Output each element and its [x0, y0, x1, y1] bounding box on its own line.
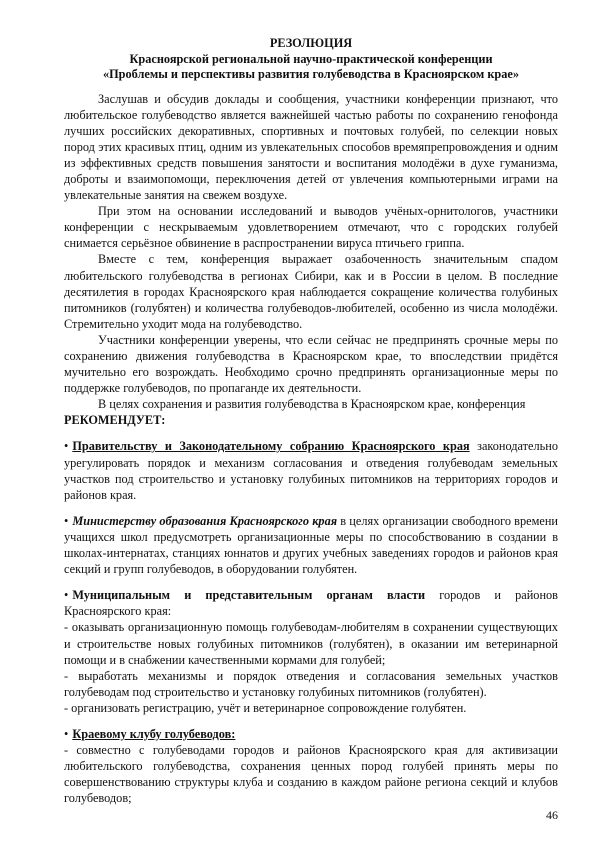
recommendation-government-text: законодательно урегулировать порядок и механизм согласования и отведения голубеводам земельных участков под строительство и установку голубиных питомников на территориях городов и районов края. — [64, 439, 558, 502]
bullet-icon: • — [64, 439, 69, 454]
recommendation-municipal-text: городов и районов Красноярского края: — [64, 588, 558, 619]
list-item-land-allocation: - выработать механизмы и порядок отведения и согласования земельных участков голубеводам под строительство и установку голубиных питомников (голубятен). — [64, 668, 558, 699]
bullet-icon: • — [64, 513, 69, 528]
bullet-icon: • — [64, 726, 69, 741]
page-number: 46 — [546, 807, 558, 822]
list-item-organizational-help: - оказывать организационную помощь голубеводам-любителям в сохранении существующих и строительстве новых голубиных питомников (голубятен), в оказании им ветеринарной помощи и в снабжении качественными кормами для голубей; — [64, 620, 558, 667]
resolution-header — [64, 36, 558, 83]
resolution-subtitle-topic: «Проблемы и перспективы развития голубеводства в Красноярском крае» — [102, 67, 520, 81]
recommendation-club — [64, 726, 558, 806]
addressee-government: Правительству и Законодательному собранию Красноярского края — [72, 439, 470, 454]
recommendation-education-text: в целях организации свободного времени учащихся школ предусмотреть организационные меры по способствованию в создании в школах-интернатах, станциях юннатов и других учебных заведениях городов и районов края секций и групп голубеводов, в оборудовании голубятен. — [64, 513, 559, 577]
paragraph-urgent-measures: Участники конференции уверены, что если сейчас не предпринять срочные меры по сохранению движения голубеводства в Красноярском крае, то впоследствии придётся мучительно его возрождать. Необходимо срочно предпринять организационные меры по поддержке голубеводов, по пропаганде их деятельности. — [64, 332, 558, 396]
list-item-club-structure: - совместно с голубеводами городов и районов Красноярского края для активизации любительского голубеводства, сохранения ценных пород голубей принять меры по совершенствованию структуры клуба и созданию в каждом районе региона секций и клубов голубеводов; — [64, 743, 558, 806]
addressee-education: Министерству образования Красноярского края — [72, 513, 338, 528]
list-item-registration: - организовать регистрацию, учёт и ветеринарное сопровождение голубятен. — [64, 700, 467, 715]
paragraph-purpose: В целях сохранения и развития голубеводства в Красноярском крае, конференция — [98, 397, 526, 412]
paragraph-ornithologists: При этом на основании исследований и выводов учёных-орнитологов, участники конференции с нескрываемым удовлетворением отмечают, что с городских голубей снимается серьёзное обвинение в распространении вируса птичьего гриппа. — [64, 204, 558, 251]
addressee-municipal: Муниципальным и представительным органам власти — [72, 588, 426, 603]
bullet-icon: • — [64, 588, 69, 603]
recommendation-government — [64, 438, 558, 502]
paragraph-decline: Вместе с тем, конференция выражает озабоченность значительным спадом любительского голубеводства в регионах Сибири, как и в России в целом. В последние десятилетия в городах Красноярского края наблюдается сокращение количества голубиных питомников (голубятен) и количества голубеводов-любителей, особенно из числа молодёжи. Стремительно уходит мода на голубеводство. — [64, 252, 558, 331]
addressee-club: Краевому клубу голубеводов: — [72, 726, 236, 741]
paragraph-intro: Заслушав и обсудив доклады и сообщения, участники конференции признают, что любительское голубеводство является важнейшей частью работы по сохранению генофонда лучших российских декоративных, спортивных и почтовых голубей, по селекции новых пород этих красивых птиц, одним из увлекательных способов времяпрепровождения и одним из эффективных средств повышения занятости и воспитания молодёжи в духе гуманизма, доброты и взаимопомощи, переключения детей от увлечения компьютерными играми на увлекательные занятия на свежем воздухе. — [64, 91, 558, 203]
recommends-heading: РЕКОМЕНДУЕТ: — [64, 413, 166, 428]
resolution-title: РЕЗОЛЮЦИЯ — [269, 36, 353, 50]
recommendation-municipal — [64, 587, 558, 716]
resolution-subtitle-conference: Красноярской региональной научно-практической конференции — [129, 51, 493, 66]
recommendation-education — [64, 513, 558, 577]
